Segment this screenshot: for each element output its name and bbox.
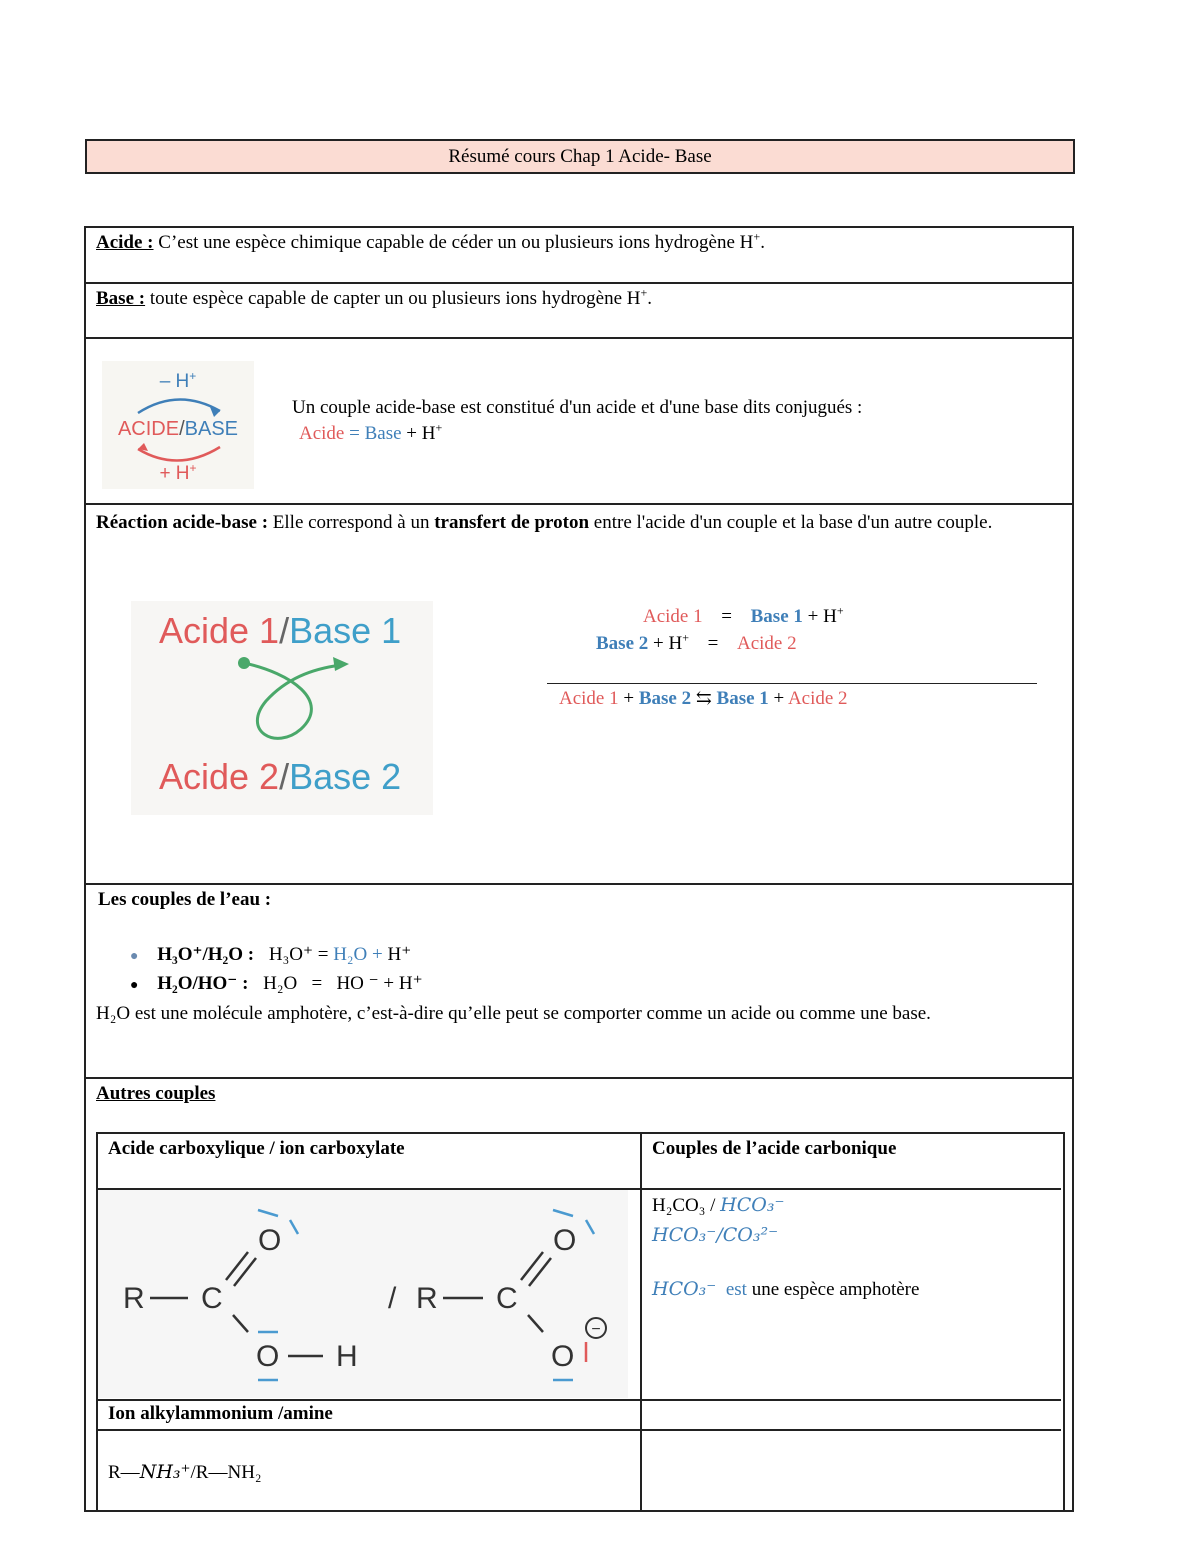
item1-eq-b: H₂O + (333, 944, 388, 965)
eq-base: Base (364, 423, 402, 444)
col2-header: Couples de l’acide carbonique (652, 1138, 897, 1159)
eau-item-2 (130, 972, 423, 995)
diagram-acide-base: ACIDE/BASE (117, 418, 239, 440)
amine-b: NH₃⁺ (139, 1461, 191, 1483)
proton-transfer-diagram (131, 601, 433, 815)
carbonic1-a: H₂CO₃ / (652, 1195, 721, 1216)
struct1-h: H (336, 1340, 358, 1373)
amine-formula (108, 1461, 262, 1484)
eq-acide: Acide (299, 423, 345, 444)
bullet-icon: ● (130, 978, 139, 993)
l2-rest: + H (648, 633, 683, 654)
carbonic-line-2: HCO₃⁻/CO₃²⁻ (652, 1224, 779, 1246)
row-base (86, 284, 1072, 339)
item1-eq-a: H₃O⁺ (268, 944, 313, 965)
reaction-text1: Elle correspond à un (268, 512, 435, 533)
summary-table (84, 226, 1074, 1512)
row-acide (86, 228, 1072, 284)
struct2-c: C (496, 1282, 518, 1315)
struct1-o-top: O (258, 1224, 282, 1257)
l2-sup: + (682, 630, 689, 645)
amine-a: R— (108, 1462, 140, 1483)
acide-label: Acide : (96, 232, 154, 253)
col1-header: Acide carboxylique / ion carboxylate (108, 1138, 405, 1159)
l1-acide: Acide 1 (643, 606, 703, 627)
reaction-text2: entre l'acide d'un couple et la base d'un autre couple. (589, 512, 993, 533)
item1-eq-c: H⁺ (387, 944, 412, 965)
couple-equation (299, 420, 443, 445)
row-couple (86, 339, 1072, 505)
carboxyl-structures (98, 1190, 628, 1398)
carbonic-line-1 (652, 1194, 785, 1217)
diagram-bottom-label: + H+ (159, 461, 197, 484)
base-sup: + (640, 285, 648, 300)
base-end: . (647, 288, 653, 309)
equation-line-1 (643, 603, 844, 628)
reaction-definition (96, 509, 1060, 537)
eq-rest: + H (401, 423, 436, 444)
reaction-bold: transfert de proton (434, 512, 590, 533)
l1-sup: + (836, 603, 844, 618)
l3-base2: Base 2 (638, 688, 692, 709)
l1-base: Base 1 (750, 606, 803, 627)
eau-note: H₂O est une molécule amphotère, c’est-à-dire qu’elle peut se comporter comme un acide ou comme une base. (96, 1003, 931, 1024)
eau-title: Les couples de l’eau : (98, 889, 272, 910)
item2-label: H₂O/HO⁻ : (157, 973, 249, 994)
carbonic-line-3 (652, 1278, 919, 1301)
diagram-top-label: – H+ (159, 369, 197, 392)
reaction-label: Réaction acide-base : (96, 512, 269, 533)
carbonic3-c: une espèce amphotère (746, 1279, 920, 1300)
empty-cell-1 (642, 1401, 1061, 1431)
l2-acide: Acide 2 (736, 633, 797, 654)
equation-line-3 (559, 687, 848, 710)
page-title: Résumé cours Chap 1 Acide- Base (85, 139, 1075, 174)
l1-rest: + H (802, 606, 837, 627)
item1-eq-eq: = (312, 944, 334, 965)
bullet-icon: ● (130, 949, 139, 964)
eq-sup: + (435, 420, 443, 435)
cell-carbonique (642, 1190, 1061, 1401)
acide-definition (96, 229, 765, 254)
l1-equals: = (721, 606, 732, 627)
carbonic1-b: HCO₃⁻ (720, 1194, 785, 1216)
struct1-c: C (201, 1282, 223, 1315)
l3-acide2: Acide 2 (787, 688, 848, 709)
base-definition (96, 285, 653, 310)
acide-base-cycle-diagram (102, 361, 254, 489)
l3-plus2: + (768, 688, 788, 709)
eq-equals: = (344, 423, 365, 444)
l3-equilibrium-arrow: ⇆ (691, 688, 717, 709)
header-alkylammonium (98, 1401, 642, 1431)
l3-base1: Base 1 (716, 688, 769, 709)
eau-item-1 (130, 943, 411, 966)
charge-minus: − (591, 1321, 601, 1338)
struct-slash: / (388, 1282, 397, 1315)
equation-rule (547, 683, 1037, 684)
structures-background (98, 1190, 628, 1398)
cell-structures (98, 1190, 642, 1401)
empty-cell-2 (642, 1431, 1061, 1512)
acide-sup: + (753, 229, 761, 244)
row-eau (86, 885, 1072, 1079)
item1-label: H₃O⁺/H₂O : (157, 944, 255, 965)
header-carbonique (642, 1134, 1061, 1190)
cell-amine (98, 1431, 642, 1512)
equation-line-2 (596, 630, 797, 655)
diagram-couple1: Acide 1/Base 1 (159, 610, 402, 651)
struct2-r: R (416, 1282, 438, 1315)
acide-end: . (760, 232, 765, 253)
amine-c: /R—NH₂ (190, 1462, 262, 1483)
struct2-o-bottom: O (551, 1340, 575, 1373)
row2-header: Ion alkylammonium /amine (108, 1403, 333, 1424)
couple-text: Un couple acide-base est constitué d'un acide et d'une base dits conjugués : (292, 397, 863, 418)
l2-base: Base 2 (596, 633, 649, 654)
base-label: Base : (96, 288, 146, 309)
struct1-o-bottom: O (256, 1340, 280, 1373)
diagram-couple2: Acide 2/Base 2 (159, 756, 402, 797)
autres-title: Autres couples (96, 1083, 216, 1104)
item2-eq: H₂O = HO ⁻ + H⁺ (263, 973, 423, 994)
l2-equals: = (707, 633, 719, 654)
carbonic3-a: HCO₃⁻ (652, 1278, 717, 1300)
l3-acide1: Acide 1 (559, 688, 619, 709)
struct1-r: R (123, 1282, 145, 1315)
acide-text: C’est une espèce chimique capable de céder un ou plusieurs ions hydrogène H (153, 232, 754, 253)
struct2-o-top: O (553, 1224, 577, 1257)
carbonic3-b: est (716, 1279, 747, 1300)
row-reaction (86, 505, 1072, 885)
base-text: toute espèce capable de capter un ou plusieurs ions hydrogène H (145, 288, 641, 309)
couples-subtable (96, 1132, 1065, 1512)
l3-plus1: + (618, 688, 639, 709)
header-carboxylique (98, 1134, 642, 1190)
